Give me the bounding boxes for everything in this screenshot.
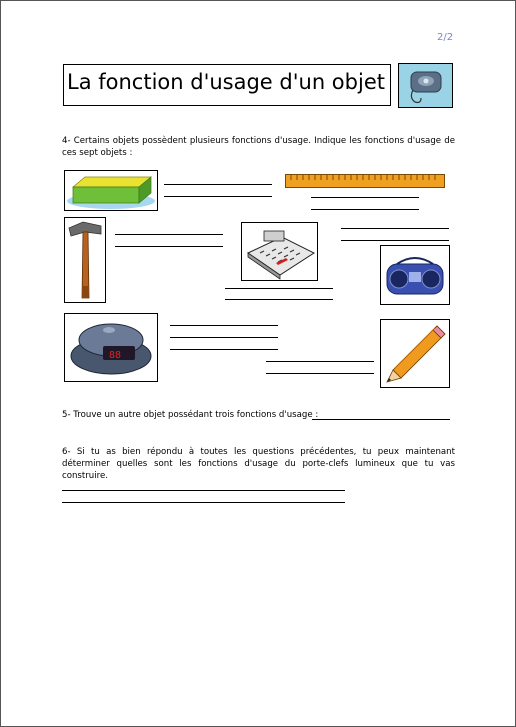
answer-line[interactable] xyxy=(312,419,450,420)
answer-line[interactable] xyxy=(170,325,278,326)
answer-line[interactable] xyxy=(115,246,223,247)
ruler-icon xyxy=(285,174,445,188)
answer-line[interactable] xyxy=(341,240,449,241)
answer-line[interactable] xyxy=(341,228,449,229)
radio-icon xyxy=(380,245,450,305)
alarm-clock-icon xyxy=(64,313,158,382)
answer-line[interactable] xyxy=(164,196,272,197)
question-4-text: 4- Certains objets possèdent plusieurs fonctions d'usage. Indique les fonctions d'usage de ces sept objets : xyxy=(62,136,455,158)
page-number: 2/2 xyxy=(437,32,454,43)
question-5-text: 5- Trouve un autre objet possédant trois fonctions d'usage : xyxy=(62,410,319,420)
answer-line[interactable] xyxy=(225,288,333,289)
answer-line[interactable] xyxy=(266,361,374,362)
answer-line[interactable] xyxy=(170,337,278,338)
answer-line[interactable] xyxy=(170,349,278,350)
question-6-text: 6- Si tu as bien répondu à toutes les questions précédentes, tu peux maintenant déterminer quelles sont les fonctions d'usage du porte-clefs lumineux que tu vas construire. xyxy=(62,447,455,481)
answer-line[interactable] xyxy=(225,299,333,300)
sponge-icon xyxy=(64,170,158,211)
answer-line[interactable] xyxy=(62,502,345,503)
answer-line[interactable] xyxy=(62,490,345,491)
page-title: La fonction d'usage d'un objet xyxy=(67,70,385,94)
answer-line[interactable] xyxy=(115,234,223,235)
pencil-icon xyxy=(380,319,450,388)
answer-line[interactable] xyxy=(311,197,419,198)
keychain-light-icon xyxy=(398,63,453,108)
hammer-icon xyxy=(64,217,106,303)
answer-line[interactable] xyxy=(164,184,272,185)
svg-text:88: 88 xyxy=(109,350,122,361)
calculator-icon xyxy=(241,222,318,281)
answer-line[interactable] xyxy=(311,209,419,210)
answer-line[interactable] xyxy=(266,373,374,374)
